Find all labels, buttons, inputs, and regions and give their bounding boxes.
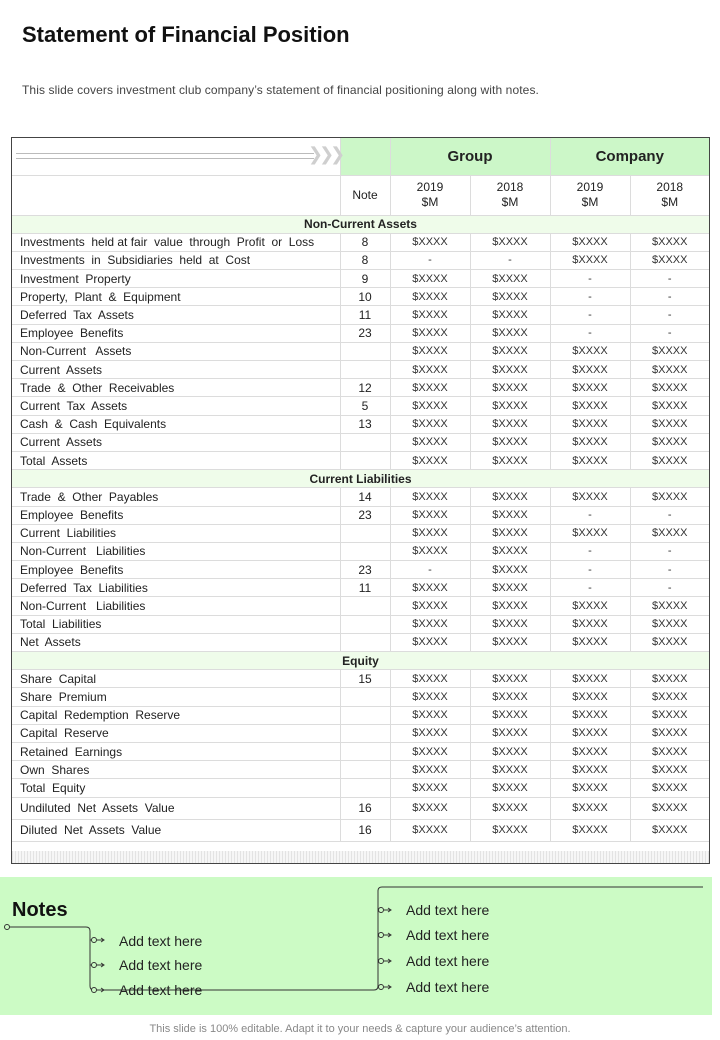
- value-cell: $XXXX: [390, 288, 470, 306]
- value-cell: $XXXX: [390, 706, 470, 724]
- value-cell: $XXXX: [470, 415, 550, 433]
- value-cell: $XXXX: [550, 233, 630, 251]
- value-cell: $XXXX: [630, 797, 709, 819]
- value-cell: $XXXX: [470, 488, 550, 506]
- value-cell: -: [550, 506, 630, 524]
- value-cell: -: [470, 251, 550, 269]
- value-cell: $XXXX: [390, 361, 470, 379]
- row-note: 11: [340, 306, 390, 324]
- table-row: [12, 819, 709, 841]
- row-label: Diluted Net Assets Value: [12, 819, 340, 841]
- table-row: [12, 397, 709, 415]
- value-cell: $XXXX: [470, 361, 550, 379]
- table-row: [12, 761, 709, 779]
- value-cell: $XXXX: [550, 670, 630, 688]
- row-note: 14: [340, 488, 390, 506]
- row-label: Current Tax Assets: [12, 397, 340, 415]
- row-note: [340, 779, 390, 797]
- value-cell: $XXXX: [390, 451, 470, 469]
- value-cell: $XXXX: [390, 688, 470, 706]
- value-cell: $XXXX: [390, 779, 470, 797]
- value-cell: -: [630, 542, 709, 560]
- value-cell: $XXXX: [390, 761, 470, 779]
- table-row: [12, 451, 709, 469]
- row-note: 16: [340, 797, 390, 819]
- table-row: [12, 361, 709, 379]
- value-cell: $XXXX: [630, 597, 709, 615]
- row-note: [340, 615, 390, 633]
- row-note: [340, 742, 390, 760]
- section-header-row: [12, 652, 709, 670]
- row-label: Total Assets: [12, 451, 340, 469]
- value-cell: $XXXX: [630, 342, 709, 360]
- value-cell: $XXXX: [550, 724, 630, 742]
- chevron-arrows-icon: ❯❯❯: [308, 144, 342, 165]
- table-row: [12, 706, 709, 724]
- page-title: Statement of Financial Position: [22, 22, 350, 47]
- table-row: [12, 306, 709, 324]
- row-note: 16: [340, 819, 390, 841]
- value-cell: $XXXX: [630, 233, 709, 251]
- value-cell: -: [390, 251, 470, 269]
- year-label: 2019: [576, 180, 604, 194]
- note-left-1[interactable]: Add text here: [119, 933, 203, 949]
- value-cell: $XXXX: [550, 451, 630, 469]
- value-cell: $XXXX: [630, 361, 709, 379]
- value-cell: $XXXX: [470, 706, 550, 724]
- row-label: Non-Current Assets: [12, 342, 340, 360]
- row-note: [340, 361, 390, 379]
- row-label: Capital Reserve: [12, 724, 340, 742]
- row-label: Trade & Other Payables: [12, 488, 340, 506]
- value-cell: $XXXX: [390, 506, 470, 524]
- value-cell: $XXXX: [470, 270, 550, 288]
- row-label: Total Liabilities: [12, 615, 340, 633]
- year-header-group-2019: [390, 175, 470, 215]
- group-header: Group: [390, 138, 550, 175]
- row-label: Deferred Tax Liabilities: [12, 579, 340, 597]
- value-cell: $XXXX: [390, 670, 470, 688]
- row-label: Cash & Cash Equivalents: [12, 415, 340, 433]
- value-cell: $XXXX: [470, 542, 550, 560]
- value-cell: -: [550, 288, 630, 306]
- table-row: [12, 579, 709, 597]
- value-cell: $XXXX: [550, 761, 630, 779]
- value-cell: -: [630, 506, 709, 524]
- value-cell: $XXXX: [630, 488, 709, 506]
- value-cell: $XXXX: [470, 306, 550, 324]
- row-label: Investment Property: [12, 270, 340, 288]
- financial-table-grid: [12, 138, 709, 842]
- value-cell: $XXXX: [630, 819, 709, 841]
- value-cell: $XXXX: [550, 251, 630, 269]
- value-cell: $XXXX: [550, 797, 630, 819]
- value-cell: $XXXX: [630, 433, 709, 451]
- section-title: Non-Current Assets: [12, 215, 709, 233]
- table-row: [12, 724, 709, 742]
- value-cell: $XXXX: [630, 379, 709, 397]
- row-note: 10: [340, 288, 390, 306]
- row-label: Share Premium: [12, 688, 340, 706]
- row-label: Non-Current Liabilities: [12, 597, 340, 615]
- row-note: 11: [340, 579, 390, 597]
- notes-connector-lines: [0, 877, 712, 1015]
- note-header: Note: [340, 175, 390, 215]
- section-header-row: [12, 215, 709, 233]
- row-note: 8: [340, 251, 390, 269]
- table-row: [12, 342, 709, 360]
- value-cell: -: [550, 579, 630, 597]
- value-cell: $XXXX: [470, 761, 550, 779]
- value-cell: $XXXX: [390, 724, 470, 742]
- value-cell: $XXXX: [550, 342, 630, 360]
- value-cell: -: [630, 306, 709, 324]
- year-label: 2019: [416, 180, 444, 194]
- value-cell: $XXXX: [550, 706, 630, 724]
- row-note: [340, 633, 390, 651]
- row-label: Deferred Tax Assets: [12, 306, 340, 324]
- value-cell: $XXXX: [550, 633, 630, 651]
- table-row: [12, 797, 709, 819]
- value-cell: $XXXX: [630, 688, 709, 706]
- table-row: [12, 379, 709, 397]
- table-row: [12, 670, 709, 688]
- page-subtitle: This slide covers investment club company’s statement of financial positioning along with notes.: [22, 83, 539, 97]
- row-label: Current Liabilities: [12, 524, 340, 542]
- table-row: [12, 415, 709, 433]
- value-cell: $XXXX: [470, 397, 550, 415]
- value-cell: $XXXX: [630, 633, 709, 651]
- financial-table: [11, 137, 710, 864]
- value-cell: $XXXX: [470, 233, 550, 251]
- unit-label: $M: [661, 195, 679, 209]
- value-cell: $XXXX: [550, 433, 630, 451]
- table-row: [12, 615, 709, 633]
- table-row: [12, 506, 709, 524]
- row-note: 23: [340, 506, 390, 524]
- row-note: [340, 451, 390, 469]
- value-cell: $XXXX: [630, 706, 709, 724]
- value-cell: $XXXX: [630, 742, 709, 760]
- value-cell: $XXXX: [390, 615, 470, 633]
- value-cell: $XXXX: [470, 342, 550, 360]
- note-left-2[interactable]: Add text here: [119, 957, 203, 973]
- row-note: [340, 724, 390, 742]
- value-cell: $XXXX: [630, 724, 709, 742]
- value-cell: $XXXX: [470, 524, 550, 542]
- value-cell: -: [390, 561, 470, 579]
- footer-text: This slide is 100% editable. Adapt it to your needs & capture your audience’s attention.: [149, 1023, 571, 1035]
- row-label: Share Capital: [12, 670, 340, 688]
- table-row: [12, 597, 709, 615]
- value-cell: $XXXX: [470, 324, 550, 342]
- value-cell: $XXXX: [550, 779, 630, 797]
- value-cell: -: [550, 542, 630, 560]
- value-cell: $XXXX: [630, 524, 709, 542]
- value-cell: $XXXX: [390, 233, 470, 251]
- table-row: [12, 561, 709, 579]
- value-cell: $XXXX: [390, 270, 470, 288]
- value-cell: -: [630, 579, 709, 597]
- table-row: [12, 251, 709, 269]
- value-cell: $XXXX: [550, 361, 630, 379]
- row-note: [340, 342, 390, 360]
- value-cell: $XXXX: [550, 524, 630, 542]
- row-note: [340, 524, 390, 542]
- value-cell: $XXXX: [390, 542, 470, 560]
- row-label: Trade & Other Receivables: [12, 379, 340, 397]
- value-cell: $XXXX: [390, 742, 470, 760]
- value-cell: $XXXX: [630, 251, 709, 269]
- header-blank-cell: [340, 138, 390, 175]
- value-cell: $XXXX: [390, 633, 470, 651]
- value-cell: $XXXX: [470, 633, 550, 651]
- value-cell: $XXXX: [390, 415, 470, 433]
- value-cell: $XXXX: [470, 288, 550, 306]
- value-cell: $XXXX: [470, 451, 550, 469]
- value-cell: $XXXX: [470, 597, 550, 615]
- table-row: [12, 542, 709, 560]
- row-label: Undiluted Net Assets Value: [12, 797, 340, 819]
- value-cell: $XXXX: [550, 597, 630, 615]
- row-note: 12: [340, 379, 390, 397]
- value-cell: $XXXX: [390, 379, 470, 397]
- row-note: [340, 688, 390, 706]
- value-cell: $XXXX: [470, 579, 550, 597]
- value-cell: $XXXX: [470, 819, 550, 841]
- row-label: Current Assets: [12, 433, 340, 451]
- value-cell: $XXXX: [390, 306, 470, 324]
- row-note: 8: [340, 233, 390, 251]
- table-footer-texture: [12, 851, 709, 863]
- value-cell: -: [630, 288, 709, 306]
- row-note: 9: [340, 270, 390, 288]
- table-row: [12, 633, 709, 651]
- value-cell: -: [630, 270, 709, 288]
- section-header-row: [12, 470, 709, 488]
- row-label: Investments held at fair value through Profit or Loss: [12, 233, 340, 251]
- value-cell: $XXXX: [630, 615, 709, 633]
- unit-label: $M: [421, 195, 439, 209]
- row-label: Capital Redemption Reserve: [12, 706, 340, 724]
- table-row: [12, 688, 709, 706]
- section-title: Current Liabilities: [12, 470, 709, 488]
- value-cell: -: [550, 270, 630, 288]
- row-label: Own Shares: [12, 761, 340, 779]
- value-cell: $XXXX: [630, 779, 709, 797]
- row-label: Property, Plant & Equipment: [12, 288, 340, 306]
- row-note: 23: [340, 561, 390, 579]
- table-row: [12, 270, 709, 288]
- note-right-3[interactable]: Add text here: [406, 953, 490, 969]
- value-cell: -: [550, 306, 630, 324]
- note-right-1[interactable]: Add text here: [406, 902, 490, 918]
- row-note: [340, 597, 390, 615]
- year-label: 2018: [656, 180, 684, 194]
- row-label: Current Assets: [12, 361, 340, 379]
- note-right-2[interactable]: Add text here: [406, 927, 490, 943]
- row-note: 15: [340, 670, 390, 688]
- value-cell: $XXXX: [470, 797, 550, 819]
- value-cell: $XXXX: [470, 779, 550, 797]
- row-label: Employee Benefits: [12, 324, 340, 342]
- table-row: [12, 433, 709, 451]
- row-label: Total Equity: [12, 779, 340, 797]
- table-row: [12, 288, 709, 306]
- row-note: [340, 433, 390, 451]
- value-cell: $XXXX: [630, 451, 709, 469]
- value-cell: $XXXX: [630, 670, 709, 688]
- value-cell: $XXXX: [390, 524, 470, 542]
- row-note: 5: [340, 397, 390, 415]
- value-cell: $XXXX: [550, 379, 630, 397]
- row-label: Employee Benefits: [12, 506, 340, 524]
- value-cell: $XXXX: [630, 761, 709, 779]
- notes-panel: [0, 877, 712, 1015]
- table-row: [12, 233, 709, 251]
- value-cell: $XXXX: [470, 433, 550, 451]
- value-cell: $XXXX: [390, 797, 470, 819]
- value-cell: $XXXX: [390, 819, 470, 841]
- value-cell: $XXXX: [470, 506, 550, 524]
- header-arrow-decoration: [12, 138, 340, 175]
- year-label: 2018: [496, 180, 524, 194]
- section-title: Equity: [12, 652, 709, 670]
- unit-label: $M: [501, 195, 519, 209]
- value-cell: $XXXX: [550, 615, 630, 633]
- row-label: Investments in Subsidiaries held at Cost: [12, 251, 340, 269]
- value-cell: $XXXX: [390, 597, 470, 615]
- value-cell: $XXXX: [550, 415, 630, 433]
- table-row: [12, 742, 709, 760]
- value-cell: $XXXX: [550, 397, 630, 415]
- note-right-4[interactable]: Add text here: [406, 979, 490, 995]
- value-cell: $XXXX: [550, 819, 630, 841]
- value-cell: $XXXX: [470, 724, 550, 742]
- year-header-company-2018: [630, 175, 709, 215]
- year-header-group-2018: [470, 175, 550, 215]
- table-row: [12, 324, 709, 342]
- row-note: [340, 761, 390, 779]
- value-cell: $XXXX: [390, 433, 470, 451]
- header-empty-cell: [12, 175, 340, 215]
- row-label: Net Assets: [12, 633, 340, 651]
- value-cell: $XXXX: [550, 688, 630, 706]
- table-row: [12, 779, 709, 797]
- notes-title: Notes: [12, 899, 68, 921]
- value-cell: -: [550, 324, 630, 342]
- row-note: [340, 706, 390, 724]
- value-cell: $XXXX: [390, 342, 470, 360]
- note-left-3[interactable]: Add text here: [119, 982, 203, 998]
- value-cell: $XXXX: [470, 688, 550, 706]
- row-label: Retained Earnings: [12, 742, 340, 760]
- table-row: [12, 524, 709, 542]
- value-cell: $XXXX: [390, 488, 470, 506]
- value-cell: $XXXX: [470, 615, 550, 633]
- value-cell: $XXXX: [390, 579, 470, 597]
- row-note: 23: [340, 324, 390, 342]
- value-cell: -: [630, 324, 709, 342]
- value-cell: $XXXX: [470, 561, 550, 579]
- row-label: Non-Current Liabilities: [12, 542, 340, 560]
- value-cell: $XXXX: [470, 742, 550, 760]
- value-cell: $XXXX: [630, 397, 709, 415]
- value-cell: $XXXX: [390, 324, 470, 342]
- value-cell: $XXXX: [550, 488, 630, 506]
- unit-label: $M: [581, 195, 599, 209]
- row-label: Employee Benefits: [12, 561, 340, 579]
- value-cell: $XXXX: [470, 670, 550, 688]
- value-cell: -: [550, 561, 630, 579]
- table-header-row-years: [12, 175, 709, 215]
- company-header: Company: [550, 138, 709, 175]
- value-cell: -: [630, 561, 709, 579]
- row-note: 13: [340, 415, 390, 433]
- value-cell: $XXXX: [630, 415, 709, 433]
- table-row: [12, 488, 709, 506]
- row-note: [340, 542, 390, 560]
- value-cell: $XXXX: [390, 397, 470, 415]
- value-cell: $XXXX: [550, 742, 630, 760]
- year-header-company-2019: [550, 175, 630, 215]
- value-cell: $XXXX: [470, 379, 550, 397]
